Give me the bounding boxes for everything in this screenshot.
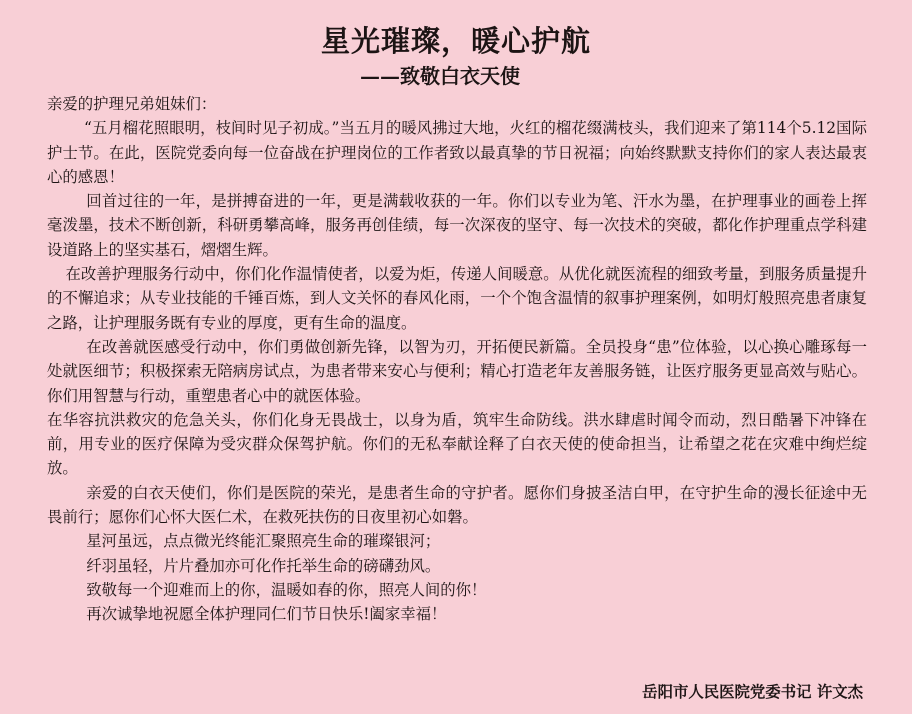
letter-body	[47, 92, 867, 627]
paragraph-nursing-service: 在改善护理服务行动中，你们化作温情使者，以爱为炬，传递人间暖意。从优化就医流程的细致考量，到服务质量提升的不懈追求；从专业技能的千锤百炼，到人文关怀的春风化雨，一个个饱含温情的叙事护理案例，如明灯般照亮患者康复之路，让护理服务既有专业的厚度，更有生命的温度。	[47, 265, 867, 332]
verse-line-2: 纤羽虽轻，片片叠加亦可化作托举生命的磅礴劲风。	[86, 556, 441, 575]
verse-line-1: 星河虽远，点点微光终能汇聚照亮生命的璀璨银河；	[86, 532, 441, 551]
closing-line: 再次诚挚地祝愿全体护理同仁们节日快乐!阖家幸福！	[86, 605, 447, 624]
paragraph-patient-experience: 在改善就医感受行动中，你们勇做创新先锋，以智为刃，开拓便民新篇。全员投身“患”位体验，以心换心雕琢每一处就医细节；积极探索无陪病房试点，为患者带来安心与便利；精心打造老年友善服务链，让医疗服务更显高效与贴心。你们用智慧与行动，重塑患者心中的就医体验。	[47, 337, 867, 405]
signature: 岳阳市人民医院党委书记 许文杰	[642, 683, 863, 701]
paragraph-wishes: 亲爱的白衣天使们，你们是医院的荣光，是患者生命的守护者。愿你们身披圣洁白甲，在守护生命的漫长征途中无畏前行；愿你们心怀大医仁术，在救死扶伤的日夜里初心如磐。	[47, 483, 867, 527]
paragraph-opening: “五月榴花照眼明，枝间时见子初成。”当五月的暖风拂过大地，火红的榴花缀满枝头，我们迎来了第114个5.12国际护士节。在此，医院党委向每一位奋战在护理岗位的工作者致以最真挚的节日祝福；向始终默默支持你们的家人表达最衷心的感恩！	[47, 119, 867, 186]
letter-subtitle: ——致敬白衣天使	[360, 64, 520, 88]
greeting: 亲爱的护理兄弟姐妹们：	[47, 95, 217, 113]
letter-title: 星光璀璨，暖心护航	[320, 24, 591, 58]
verse-line-3: 致敬每一个迎难而上的你，温暖如春的你，照亮人间的你！	[86, 580, 487, 599]
paragraph-review: 回首过往的一年，是拼搏奋进的一年，更是满载收获的一年。你们以专业为笔、汗水为墨，在护理事业的画卷上挥毫泼墨，技术不断创新，科研勇攀高峰，服务再创佳绩，每一次深夜的坚守、每一次技术的突破，都化作护理重点学科建设道路上的坚实基石，熠熠生辉。	[47, 192, 867, 259]
paragraph-flood-relief: 在华容抗洪救灾的危急关头，你们化身无畏战士，以身为盾，筑牢生命防线。洪水肆虐时闻令而动，烈日酷暑下冲锋在前，用专业的医疗保障为受灾群众保驾护航。你们的无私奉献诠释了白衣天使的使命担当，让希望之花在灾难中绚烂绽放。	[47, 410, 867, 478]
